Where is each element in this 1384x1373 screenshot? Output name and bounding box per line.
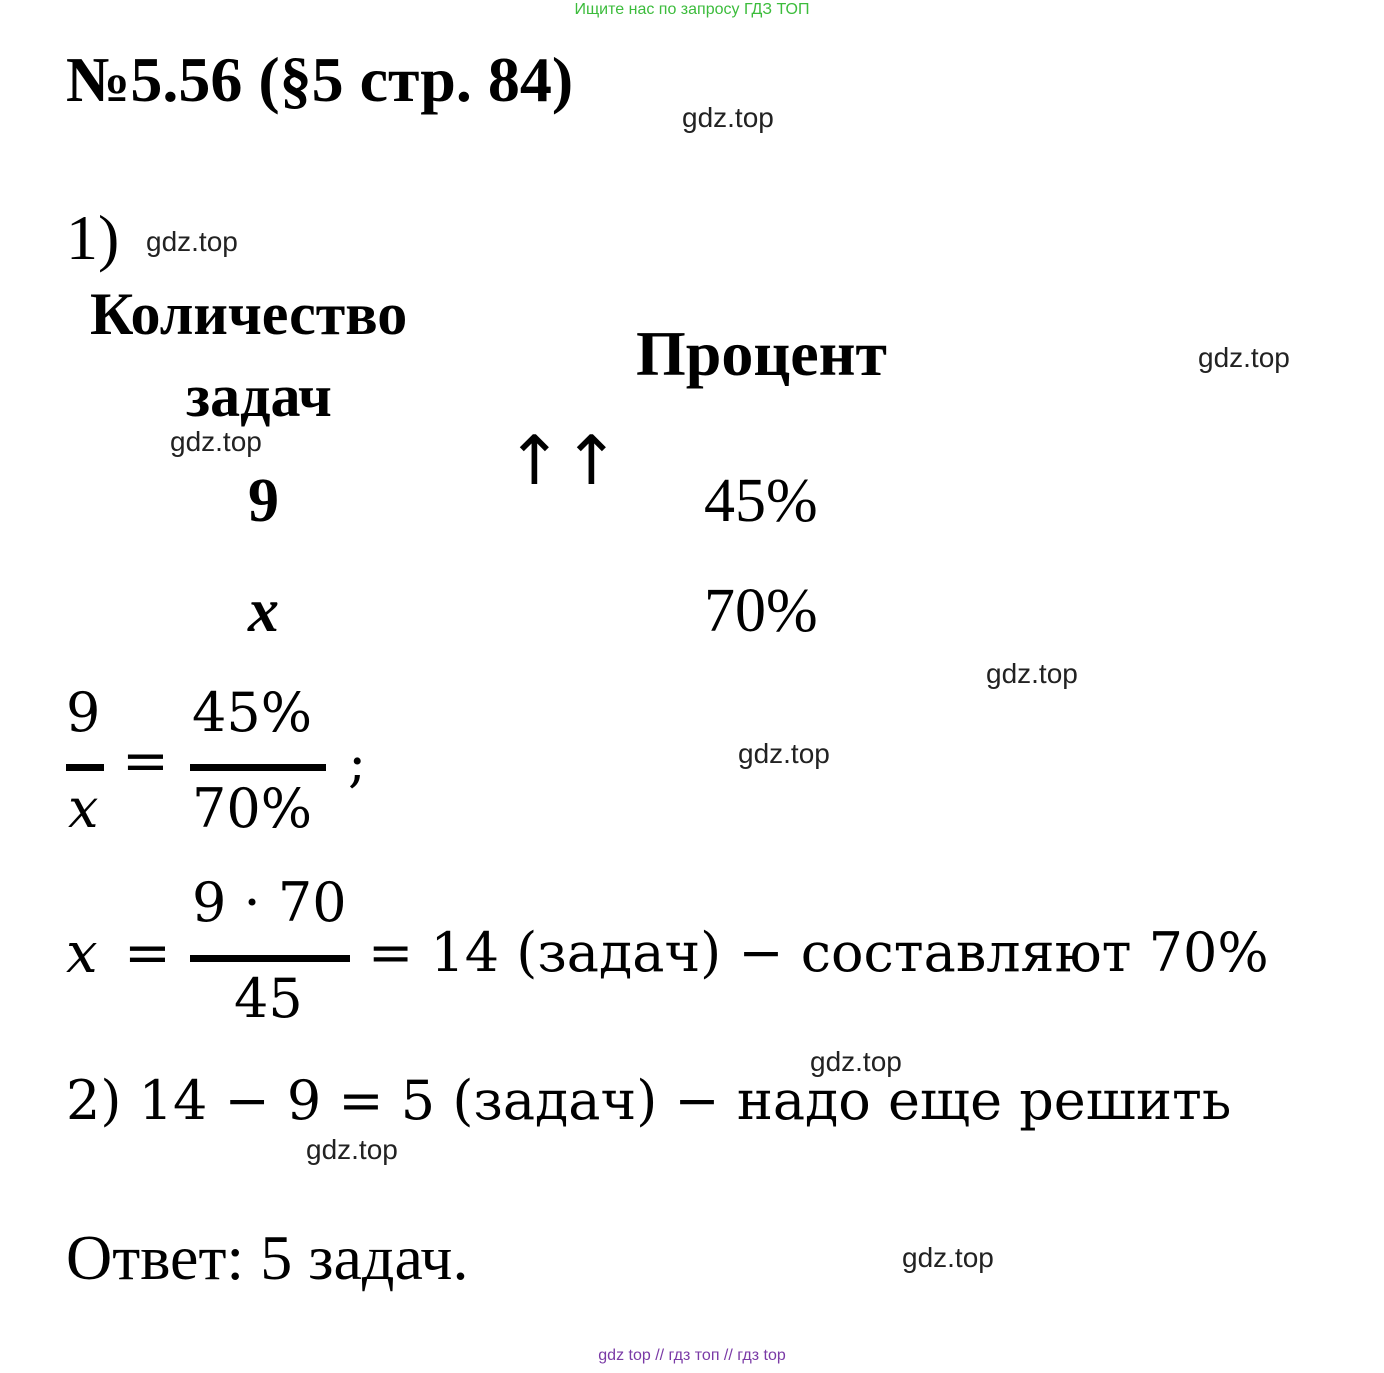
answer: Ответ: 5 задач. bbox=[66, 1222, 469, 1293]
solution-denominator: 45 bbox=[234, 967, 303, 1030]
watermark: gdz.top bbox=[170, 426, 262, 457]
fraction-bar bbox=[190, 955, 350, 962]
col-count-header-line2: задач bbox=[186, 363, 332, 429]
row1-percent: 45% bbox=[704, 467, 818, 535]
problem-title: №5.56 (§5 стр. 84) bbox=[66, 44, 574, 115]
top-banner[interactable]: Ищите нас по запросу ГДЗ ТОП bbox=[574, 1, 810, 18]
proportion-left-numerator: 9 bbox=[66, 681, 101, 744]
proportion-semicolon: ; bbox=[348, 731, 367, 794]
watermark: gdz.top bbox=[682, 102, 774, 133]
solution-result: = 14 (задач) − составляют 70% bbox=[368, 921, 1269, 984]
proportion-right-numerator: 45% bbox=[192, 681, 313, 744]
row2-count: x bbox=[248, 577, 279, 645]
watermark: gdz.top bbox=[306, 1134, 398, 1165]
fraction-bar bbox=[190, 764, 326, 771]
proportion-right-denominator: 70% bbox=[192, 777, 313, 840]
part2-line: 2) 14 − 9 = 5 (задач) − надо еще решить bbox=[66, 1069, 1232, 1132]
watermark: gdz.top bbox=[738, 738, 830, 769]
row2-percent: 70% bbox=[704, 577, 818, 645]
part1-label: 1) bbox=[66, 202, 120, 273]
direct-proportion-arrows-icon: ↑↑ bbox=[506, 422, 620, 501]
watermark: gdz.top bbox=[146, 226, 238, 257]
fraction-bar bbox=[66, 764, 104, 771]
proportion-left-denominator: x bbox=[68, 777, 99, 840]
solution-equals: = bbox=[124, 921, 171, 986]
solution-variable: x bbox=[66, 921, 98, 986]
watermark: gdz.top bbox=[810, 1046, 902, 1077]
bottom-banner[interactable]: gdz top // гдз топ // гдз top bbox=[598, 1347, 786, 1364]
col-count-header-line1: Количество bbox=[90, 281, 408, 347]
solution-numerator: 9 · 70 bbox=[192, 871, 347, 934]
col-percent-header: Процент bbox=[636, 318, 887, 389]
row1-count: 9 bbox=[248, 467, 279, 535]
watermark: gdz.top bbox=[986, 658, 1078, 689]
proportion-equals: = bbox=[122, 729, 169, 794]
watermark: gdz.top bbox=[902, 1242, 994, 1273]
watermark: gdz.top bbox=[1198, 342, 1290, 373]
